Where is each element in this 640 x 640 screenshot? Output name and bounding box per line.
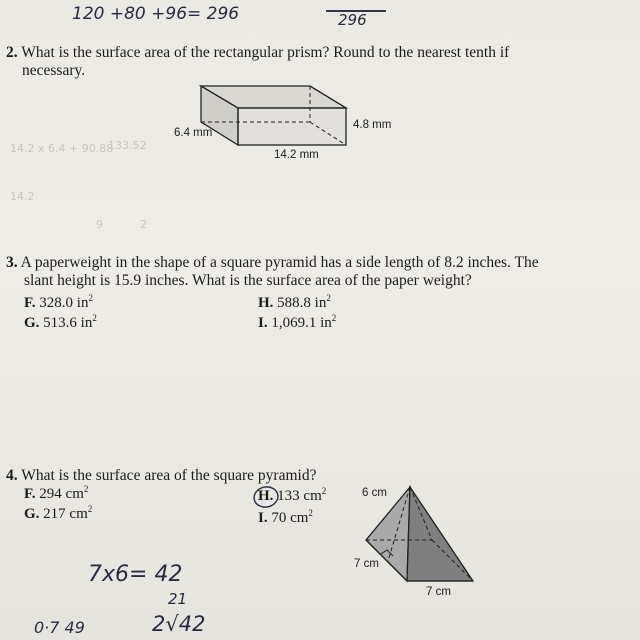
pyramid-slant-label: 6 cm — [362, 487, 387, 499]
question-2-line1: What is the surface area of the rectangular prism? Round to the nearest tenth if — [21, 44, 510, 61]
question-3-line1: A paperweight in the shape of a square pyramid has a side length of 8.2 inches. The — [20, 254, 539, 271]
prism-depth-label: 6.4 mm — [174, 127, 213, 139]
handwritten-carry: 21 — [168, 590, 188, 608]
q4-choice-f[interactable]: F. 294 $cm^2$ — [24, 484, 89, 502]
bleed-through-mark: 133.52 — [108, 139, 147, 152]
pyramid-side-label-bottom: 7 cm — [426, 586, 451, 598]
q3-choice-h[interactable]: H. 588.8 $in^2$ — [258, 293, 331, 311]
question-3-number: 3. — [6, 254, 18, 271]
bleed-through-mark: 14.2 x 6.4 + 90.88 — [10, 142, 114, 155]
question-2-line2: necessary. — [22, 62, 86, 79]
prism-length-label: 14.2 mm — [274, 149, 319, 161]
pyramid-side-label-left: 7 cm — [354, 558, 379, 570]
question-2-number: 2. — [6, 44, 18, 61]
bleed-through-mark: 9 — [96, 218, 103, 231]
handwritten-denominator: 296 — [338, 11, 367, 29]
bleed-through-mark: 2 — [140, 218, 147, 231]
q4-choice-h[interactable]: H. 133 $cm^2$ — [258, 486, 327, 504]
handwritten-multiplication: 7x6= 42 — [88, 562, 183, 587]
q4-choice-g[interactable]: G. 217 $cm^2$ — [24, 504, 93, 522]
handwritten-sum: 120 +80 +96= 296 — [72, 4, 240, 24]
q3-choice-i[interactable]: I. 1,069.1 $in^2$ — [258, 313, 337, 331]
q3-choice-f[interactable]: F. 328.0 $in^2$ — [24, 293, 93, 311]
handwritten-division: 2√42 — [152, 612, 206, 636]
prism-height-label: 4.8 mm — [353, 119, 392, 131]
question-3-line2: slant height is 15.9 inches. What is the surface area of the paper weight? — [24, 272, 472, 289]
question-4-line1: What is the surface area of the square pyramid? — [21, 467, 317, 484]
handwritten-partial: 0·7 49 — [34, 618, 85, 637]
question-4-number: 4. — [6, 467, 18, 484]
q4-choice-i[interactable]: I. 70 $cm^2$ — [258, 508, 313, 526]
q3-choice-g[interactable]: G. 513.6 $in^2$ — [24, 313, 97, 331]
bleed-through-mark: 14.2 — [10, 190, 35, 203]
